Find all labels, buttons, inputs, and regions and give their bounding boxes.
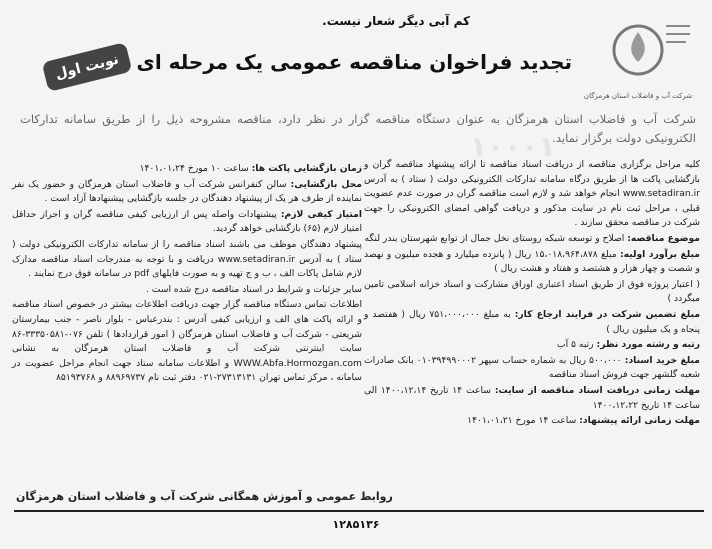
intro-paragraph: شرکت آب و فاضلاب استان هرمزگان به عنوان دستگاه مناقصه گزار در نظر دارد، مناقصه مشروحه ذیل را از طریق سامانه تدارکات الکترونیکی دولت برگزار نماید. xyxy=(20,112,696,145)
document-number: ۱۲۸۵۱۳۶ xyxy=(332,518,380,531)
estimate-label: مبلغ برآورد اولیه: xyxy=(620,248,700,260)
funding-note: ( اعتبار پروژه فوق از طریق اسناد اعتباری اوراق مشارکت و اسناد خزانه اسلامی تامین میگردد ) xyxy=(364,278,700,305)
opening-place-row xyxy=(12,178,362,207)
footer-department: روابط عمومی و آموزش همگانی شرکت آب و فاضلاب استان هرمزگان xyxy=(16,490,393,503)
submit-deadline-text: ساعت ۱۴ مورخ ۱۴۰۱،۰۱،۲۱ xyxy=(467,415,580,427)
logo-caption: شرکت آب و فاضلاب استان هرمزگان xyxy=(583,92,693,100)
watermark-number: ۱۰۰۰۱ xyxy=(470,130,556,163)
guarantee-label: مبلغ تضمین شرکت در فرایند ارجاع کار: xyxy=(514,308,701,320)
left-column xyxy=(12,162,362,387)
opening-time-row xyxy=(12,162,362,177)
guarantee-row xyxy=(364,308,700,337)
receive-deadline-row xyxy=(364,384,700,413)
submission-paragraph: پیشنهاد دهندگان موظف می باشند اسناد مناقصه را از سامانه تدارکات الکترونیکی دولت ( ستاد ) به آدرس www.setadiran.ir دریافت و با توجه به مندرجات اسناد مناقصه مدارک لازم شامل پاکات الف ، ب و ج تهیه و به صورت فایلهای pdf در سامانه فوق درج نمایند . xyxy=(12,238,363,280)
receive-deadline-label: مهلت زمانی دریافت اسناد مناقصه از سایت: xyxy=(494,384,701,396)
procedure-paragraph: کلیه مراحل برگزاری مناقصه از دریافت اسناد مناقصه تا ارائه پیشنهاد مناقصه گران و بازگشایی پاکت ها از طریق درگاه سامانه تدارکات الکترونیکی دولت ( ستاد ) به آدرس www.setadiran.ir انجام خواهد شد و لازم است مناقصه گران در صورت عدم عضویت قبلی ، مراحل ثبت نام در سایت مذکور و دریافت گواهی امضای الکترونیکی را جهت شرکت در مناقصه محقق سازند . xyxy=(364,159,700,229)
guarantee-text: به مبلغ ۷۵۱،۰۰۰،۰۰۰ ریال ( هفتصد و پنجاه و یک میلیون ریال ) xyxy=(364,308,700,335)
score-text: پیشنهادات واصله پس از ارزیابی کیفی مناقصه گران و احراز حداقل امتیاز لازم (۶۵) بازگشایی خواهد گردید. xyxy=(12,208,362,235)
estimate-text: مبلغ ۱۵،۰۱۸،۹۶۴،۸۷۸ ریال ( پانزده میلیارد و هجده میلیون و نهصد و شصت و چهار هزار و هشتصد و هفتاد و هشت ریال ) xyxy=(364,248,700,275)
rank-row xyxy=(364,338,700,353)
rank-text: رتبه ۵ آب xyxy=(556,339,597,351)
right-column xyxy=(364,158,700,430)
notice-title: تجدید فراخوان مناقصه عمومی یک مرحله ای xyxy=(136,50,572,74)
rank-label: رتبه و رشته مورد نظر: xyxy=(596,339,700,351)
opening-time-text: ساعت ۱۰ مورخ ۱۴۰۱،۰۱،۲۴ xyxy=(139,163,252,174)
purchase-row xyxy=(364,354,700,383)
subject-row xyxy=(364,232,700,247)
receive-deadline-text: ساعت ۱۴ تاریخ ۱۴۰۰،۱۲،۱۴ الی ساعت ۱۴ تاریخ ۱۴۰۰،۱۲،۲۲ xyxy=(364,384,700,411)
score-row xyxy=(12,208,362,237)
opening-time-label: زمان بازگشایی پاکت ها: xyxy=(251,163,362,174)
subject-text: اصلاح و توسعه شبکه روستای نخل جمال از توابع شهرستان بندر لنگه xyxy=(364,232,628,244)
contact-paragraph: اطلاعات تماس دستگاه مناقصه گزار جهت دریافت اطلاعات بیشتر در خصوص اسناد مناقصه و ارائه پاکت های الف و ارزیابی کیفی آدرس : بندرعباس - بلوار ناصر - جنب بیمارستان شریعتی - شرکت آب و فاضلاب استان هرمزگان ( امور قراردادها ) تلفن ۰۷۶-۳۳۳۵۰۵۸۱-۸۶ سایت اینترنتی شرکت آب و فاضلاب استان هرمزگان به نشانی WWW.Abfa.Hormozgan.com و اطلاعات سامانه ستاد جهت انجام مراحل عضویت در سامانه ، مرکز تماس تهران ۲۷۳۱۳۱۳۱-۰۲۱ دفتر ثبت نام ۸۸۹۶۹۷۳۷ و ۸۵۱۹۳۷۶۸ xyxy=(12,299,362,384)
opening-place-label: محل بازگشایی: xyxy=(290,178,362,190)
opening-place-text: سالن کنفرانس شرکت آب و فاضلاب استان هرمزگان و حضور یک نفر نماینده از طرف هر یک از پیشنهاد دهندگان در جلسه بازگشایی پیشنهادها آزاد است . xyxy=(12,178,362,205)
water-company-logo xyxy=(604,8,696,92)
score-label: امتیاز کیفی لازم: xyxy=(280,208,362,220)
submit-deadline-label: مهلت زمانی ارائه پیشنهاد: xyxy=(579,415,700,427)
motto: کم آبی دیگر شعار نیست. xyxy=(322,14,470,28)
round-badge: نوبت اول xyxy=(42,42,133,92)
submit-deadline-row xyxy=(364,414,700,429)
purchase-text: ۵۰۰،۰۰۰ ریال به شماره حساب سپهر ۰۱۰۳۹۴۹۹۰۰۰۲ بانک صادرات شعبه گلشهر جهت فروش اسناد مناقصه xyxy=(364,354,700,381)
purchase-label: مبلغ خرید اسناد: xyxy=(624,354,700,366)
estimate-row xyxy=(364,248,700,277)
subject-label: موضوع مناقصه: xyxy=(627,232,700,244)
footer-divider xyxy=(14,510,704,512)
other-details-paragraph: سایر جزئیات و شرایط در اسناد مناقصه درج شده است . xyxy=(145,283,362,295)
